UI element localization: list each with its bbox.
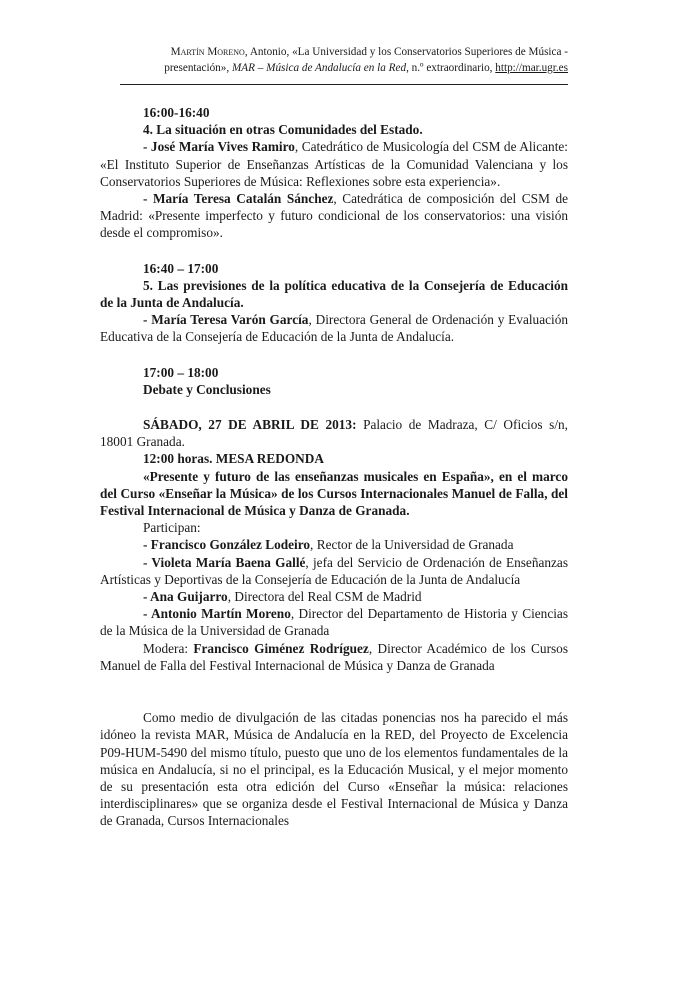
s4-speaker-2 <box>100 190 568 242</box>
header-divider <box>120 84 568 85</box>
round-table-title: «Presente y futuro de las enseñanzas musicales en España», en el marco del Curso «Enseñar la Música» de los Cursos Internacionales Manuel de Falla, del Festival Internacional de Música y Danza de Granada. <box>100 468 568 519</box>
participant-3-name: - Ana Guijarro <box>143 589 228 605</box>
header-line2-b: , n.º extraordinario, <box>406 62 496 74</box>
saturday-hour: 12:00 horas. MESA REDONDA <box>143 451 324 467</box>
s6-time: 17:00 – 18:00 <box>143 364 219 380</box>
participant-1-name: - Francisco González Lodeiro <box>143 537 311 553</box>
moderator <box>100 640 568 674</box>
s4-speaker-1-text: , Catedrático de Musicología del CSM de Alicante: «El Instituto Superior de Enseñanzas Artísticas de la Comunidad Valenciana y los Conservatorios Superiores de Música: Reflexiones sobre esta experiencia». <box>100 139 568 189</box>
participant-4-text: , Director del Departamento de Historia y Ciencias de la Música de la Universidad de Granada <box>100 606 569 639</box>
participant-3 <box>100 588 568 605</box>
participant-1-text: , Rector de la Universidad de Granada <box>310 537 514 553</box>
s4-speaker-2-name: - María Teresa Catalán Sánchez <box>143 191 334 207</box>
saturday-date-line <box>100 416 568 450</box>
page-header <box>100 44 568 76</box>
s5-time: 16:40 – 17:00 <box>143 260 219 276</box>
s4-speaker-2-text: , Catedrática de composición del CSM de Madrid: «Presente imperfecto y futuro condicional de los conservatorios: una visión desde el compromiso». <box>100 191 568 241</box>
closing-paragraph: Como medio de divulgación de las citadas ponencias nos ha parecido el más idóneo la revista MAR, Música de Andalucía en la RED, del Proyecto de Excelencia P09-HUM-5490 del mismo título, puesto que uno de los elementos fundamentales de la música en Andalucía, si no el principal, es la Educación Musical, y el mejor momento de su presentación esta otra edición del Curso «Enseñar la música: relaciones interdisciplinares» que se organiza desde el Festival Internacional de Música y Danza de Granada, Cursos Internacionales <box>100 710 568 829</box>
s5-title: 5. Las previsiones de la política educativa de la Consejería de Educación de la Junta de Andalucía. <box>100 277 568 311</box>
participant-2 <box>100 554 568 588</box>
s6-title: Debate y Conclusiones <box>143 381 271 397</box>
s4-speaker-1 <box>100 138 568 190</box>
moderator-label: Modera: <box>143 640 194 656</box>
s5-speaker-1 <box>100 311 568 345</box>
s4-title: 4. La situación en otras Comunidades del Estado. <box>143 122 423 138</box>
header-author: Martín Moreno <box>170 46 245 58</box>
s5-speaker-1-text: , Directora General de Ordenación y Evaluación Educativa de la Consejería de Educación de la Junta de Andalucía. <box>100 312 568 345</box>
participant-4-name: - Antonio Martín Moreno <box>143 606 291 622</box>
participant-3-text: , Directora del Real CSM de Madrid <box>227 589 422 605</box>
participant-2-text: , jefa del Servicio de Ordenación de Enseñanzas Artísticas y Deportivas de la Consejería de Educación de la Junta de Andalucía <box>100 554 568 587</box>
saturday-place: Palacio de Madraza, C/ Oficios s/n, 18001 Granada. <box>100 417 568 450</box>
participant-2-name: - Violeta María Baena Gallé <box>143 554 306 570</box>
saturday-date: SÁBADO, 27 DE ABRIL DE 2013: <box>143 417 357 433</box>
participant-4 <box>100 605 568 639</box>
header-author-rest: , Antonio, «La Universidad y los Conservatorios Superiores de Música - <box>244 46 568 58</box>
s4-time: 16:00-16:40 <box>143 105 210 120</box>
moderator-text: , Director Académico de los Cursos Manuel de Falla del Festival Internacional de Música y Danza de Granada <box>100 640 569 673</box>
s5-speaker-1-name: - María Teresa Varón García <box>143 312 309 328</box>
participants-label: Participan: <box>143 520 201 536</box>
header-url-link[interactable]: http://mar.ugr.es <box>495 62 568 74</box>
header-line2-a: presentación», <box>164 62 232 74</box>
moderator-name: Francisco Giménez Rodríguez <box>193 640 369 656</box>
s4-speaker-1-name: - José María Vives Ramiro <box>143 139 295 155</box>
header-journal: MAR – Música de Andalucía en la Red <box>231 62 407 74</box>
participant-1 <box>100 536 568 553</box>
document-body <box>100 104 568 830</box>
